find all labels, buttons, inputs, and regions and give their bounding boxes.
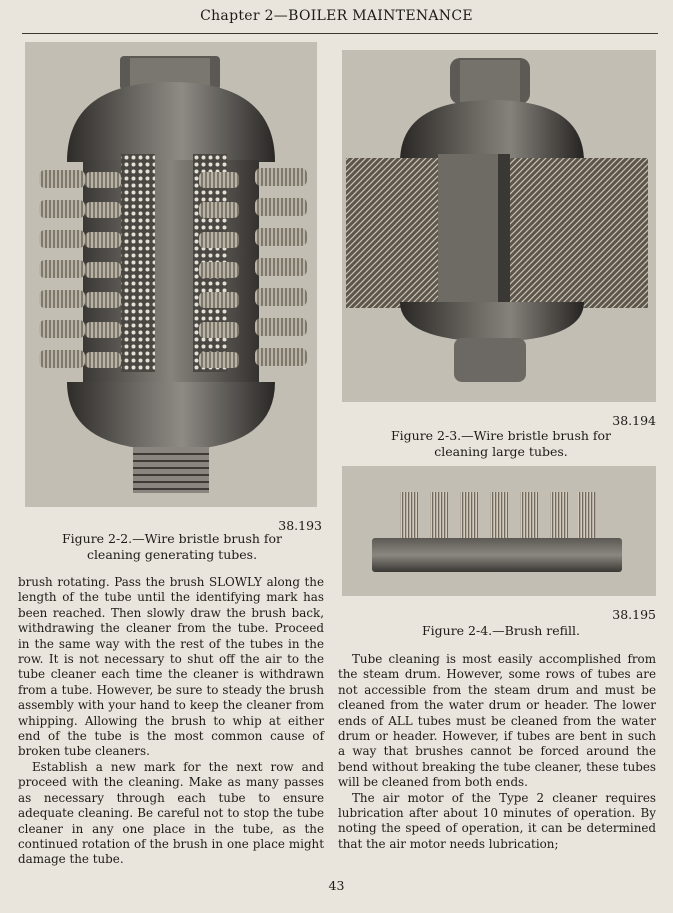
page-number: 43	[328, 878, 345, 893]
figure-2-2-caption-line1: Figure 2-2.—Wire bristle brush for	[61, 531, 283, 546]
figure-2-4-caption	[346, 623, 656, 639]
figure-2-3-number: 38.194	[612, 413, 656, 428]
figure-2-2-number: 38.193	[278, 518, 322, 533]
figure-2-3-caption-line1: Figure 2-3.—Wire bristle brush for	[390, 428, 612, 443]
header-rule	[22, 33, 658, 34]
figure-2-3-caption	[346, 428, 656, 460]
figure-2-3-photo	[342, 50, 656, 402]
figure-2-4-number: 38.195	[612, 607, 656, 622]
figure-2-2-caption-line2: cleaning generating tubes.	[86, 547, 258, 562]
right-paragraph-1: Tube cleaning is most easily accomplished from the steam drum. However, some rows of tubes are not accessible from the steam drum and must be cleaned from the water drum or header. The lower ends of ALL tubes must be cleaned from the water drum or header. However, if tubes are bent in such a way that brushes cannot be forced around the bend without breaking the tube cleaner, these tubes will be cleaned from both ends.	[338, 652, 656, 790]
left-paragraph-1: brush rotating. Pass the brush SLOWLY along the length of the tube until the identifying mark has been reached. Then slowly draw the brush back, withdrawing the cleaner from the tube. Proceed in the same way with the rest of the tubes in the row. It is not necessary to shut off the air to the tube cleaner each time the cleaner is withdrawn from a tube. However, be sure to steady the brush assembly with your hand to keep the cleaner from whipping. Allowing the brush to whip at either end of the tube is the most common cause of broken tube cleaners.	[18, 575, 324, 759]
figure-2-2-caption	[22, 531, 322, 563]
wire-brush-generating-tubes-illustration	[25, 42, 317, 507]
figure-2-4-photo	[342, 466, 656, 596]
brush-refill-illustration	[342, 466, 656, 596]
figure-2-2-photo	[25, 42, 317, 507]
left-column-text	[18, 575, 324, 868]
wire-brush-large-tubes-illustration	[342, 50, 656, 402]
right-paragraph-2: The air motor of the Type 2 cleaner requires lubrication after about 10 minutes of operation. By noting the speed of operation, it can be determined that the air motor needs lubrication;	[338, 790, 656, 851]
figure-2-4-caption-line1: Figure 2-4.—Brush refill.	[421, 623, 580, 638]
left-paragraph-2: Establish a new mark for the next row and proceed with the cleaning. Make as many passes as necessary through each tube to ensure adequate cleaning. Be careful not to stop the tube cleaner in any one place in the tube, as the continued rotation of the brush in one place might damage the tube.	[18, 759, 324, 867]
running-header: Chapter 2—BOILER MAINTENANCE	[200, 8, 473, 24]
figure-2-3-caption-line2: cleaning large tubes.	[434, 444, 568, 459]
right-column-text	[338, 652, 656, 852]
